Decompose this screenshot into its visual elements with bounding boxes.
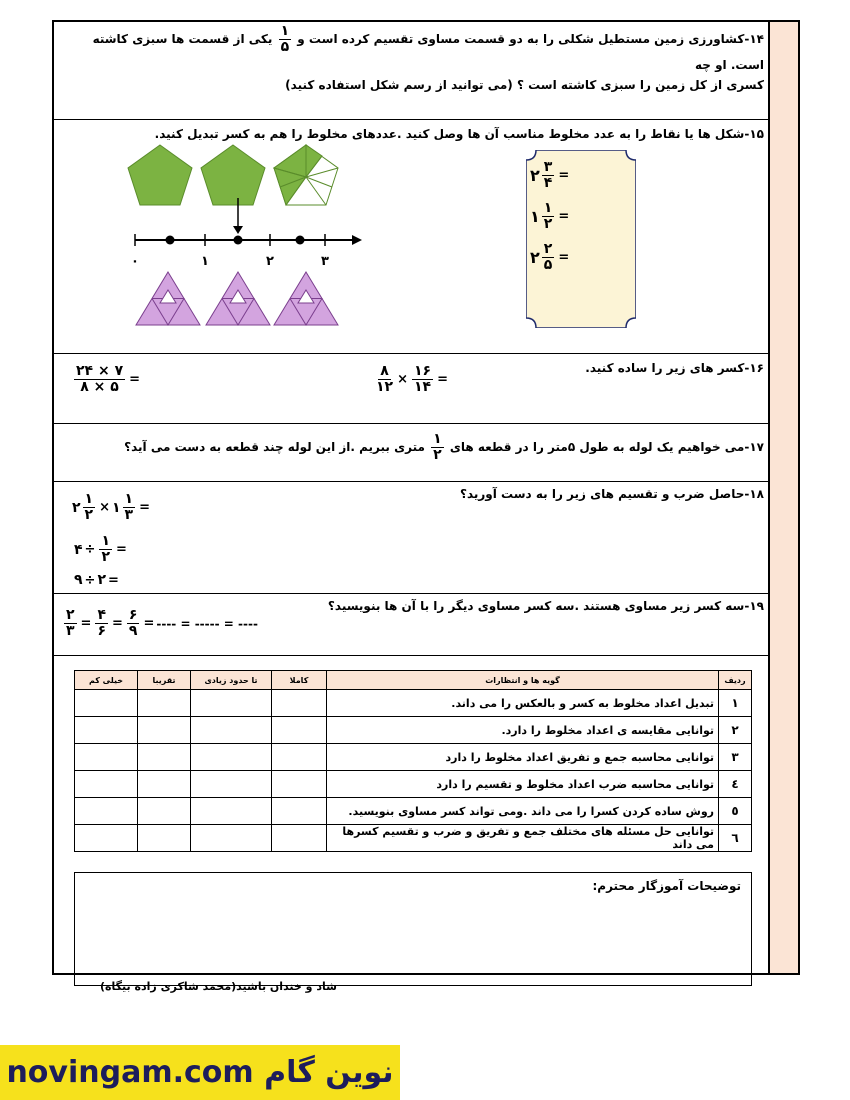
question-14 bbox=[54, 22, 770, 120]
svg-text:۲: ۲ bbox=[266, 254, 274, 269]
question-19 bbox=[54, 594, 770, 656]
brand-banner: novingam.com نوین گام bbox=[0, 1045, 400, 1100]
question-16 bbox=[54, 354, 770, 424]
q15-text: ۱۵-شکل ها یا نقاط را به عدد مخلوط مناسب آن ها وصل کنید .عددهای مخلوط را هم به کسر تبدیل کنید. bbox=[154, 127, 764, 141]
q19-blanks: ---- = ----- = ---- bbox=[156, 616, 258, 631]
rubric-row: ۲ توانایی مقایسه ی اعداد مخلوط را دارد. bbox=[75, 717, 752, 744]
svg-text:۱: ۱ bbox=[201, 254, 209, 269]
q16-expr-a: $\frac{۸}{۱۲}$ × $\frac{۱۶}{۱۴}$ = bbox=[376, 363, 448, 395]
mixed-number-3: ۲ $\frac{۲}{۵}$ = bbox=[530, 241, 570, 273]
svg-text:۳: ۳ bbox=[321, 254, 329, 269]
q14-text-c: کسری از کل زمین را سبزی کاشته است ؟ (می توانید از رسم شکل استفاده کنید) bbox=[285, 78, 764, 92]
number-line bbox=[131, 234, 362, 269]
rubric-table: ردیف گویه ها و انتظارات کاملا تا حدود زیادی تقریبا خیلی کم ۱ تبدیل اعداد مخلوط به کسر و بالعکس را می داند. ۲ توانایی مقایسه ی اعداد مخلوط را دارد. ۳ توانایی محاسبه جمع و تفریق اعداد مخلوط را دارد ٤ توانایی محاسبه ضرب اعداد مخلوط و تقسیم را دارد ٥ روش ساده کردن کسرا را می داند .ومی تواند کسر مساوی بنویسید. ٦ توانایی حل مسئله های مختلف جمع و تفریق و ضرب و تقسیم کسرها می داند bbox=[74, 670, 752, 852]
footer-note: شاد و خندان باشید(محمد شاکری زاده بیگاه) bbox=[100, 980, 337, 993]
q18-text: ۱۸-حاصل ضرب و تقسیم های زیر را به دست آورید؟ bbox=[460, 487, 764, 501]
triangle-figure-2 bbox=[206, 272, 270, 325]
pentagon-partial bbox=[274, 145, 338, 205]
q14-text-a: ۱۴-کشاورزی زمین مستطیل شکلی را به دو قسمت مساوی تقسیم کرده است و bbox=[297, 32, 764, 46]
side-strip bbox=[768, 22, 798, 973]
q14-text-b: یکی از قسمت ها سبزی کاشته است. او چه bbox=[92, 32, 764, 72]
mixed-number-1: ۲ $\frac{۳}{۴}$ = bbox=[530, 159, 570, 191]
rubric-row: ٦ توانایی حل مسئله های مختلف جمع و تفریق و ضرب و تقسیم کسرها می داند bbox=[75, 825, 752, 852]
teacher-notes-box[interactable] bbox=[74, 872, 752, 986]
q16-expr-b: $\frac{۲۴ \times ۷}{۸ \times ۵}$ = bbox=[76, 363, 141, 395]
q16-text: ۱۶-کسر های زیر را ساده کنید. bbox=[585, 361, 764, 375]
rubric-row: ٥ روش ساده کردن کسرا را می داند .ومی تواند کسر مساوی بنویسید. bbox=[75, 798, 752, 825]
q18-expr-3: ۹ ÷ ۲ = bbox=[74, 572, 119, 588]
rubric-row: ۱ تبدیل اعداد مخلوط به کسر و بالعکس را می داند. bbox=[75, 690, 752, 717]
q19-text: ۱۹-سه کسر زیر مساوی هستند .سه کسر مساوی دیگر را با آن ها بنویسید؟ bbox=[327, 599, 764, 613]
mixed-number-2: ۱ $\frac{۱}{۲}$ = bbox=[530, 200, 570, 232]
q17-fraction: $\frac{۱}{۲}$ bbox=[433, 431, 442, 463]
svg-text:۰: ۰ bbox=[131, 254, 139, 269]
rubric-row: ٤ توانایی محاسبه ضرب اعداد مخلوط و تقسیم را دارد bbox=[75, 771, 752, 798]
triangle-figure-1 bbox=[136, 272, 200, 325]
q18-expr-1: ۲ $\frac{۱}{۲}$ × ۱ $\frac{۱}{۳}$ = bbox=[72, 491, 150, 523]
rubric-row: ۳ توانایی محاسبه جمع و تفریق اعداد مخلوط را دارد bbox=[75, 744, 752, 771]
q19-expr: $\frac{۲}{۳}$ = $\frac{۴}{۶}$ = $\frac{۶}{۹}$ = ---- = ----- = ---- bbox=[66, 607, 258, 639]
question-18 bbox=[54, 482, 770, 594]
pentagon-full-2 bbox=[201, 145, 265, 205]
question-17: ۱۷-می خواهیم یک لوله به طول ۵متر را در قطعه های $\frac{۱}{۲}$ متری ببریم .از این لوله چند قطعه به دست می آید؟ bbox=[54, 424, 770, 482]
teacher-notes-label: توضیحات آموزگار محترم: bbox=[592, 879, 741, 893]
q18-expr-2: ۴ ÷ $\frac{۱}{۲}$ = bbox=[74, 533, 127, 565]
q15-shapes bbox=[120, 140, 370, 335]
triangle-figure-3 bbox=[274, 272, 338, 325]
q14-fraction: $\frac{۱}{۵}$ bbox=[280, 23, 290, 55]
pentagon-full-1 bbox=[128, 145, 192, 205]
q15-mixed-numbers bbox=[530, 160, 571, 273]
